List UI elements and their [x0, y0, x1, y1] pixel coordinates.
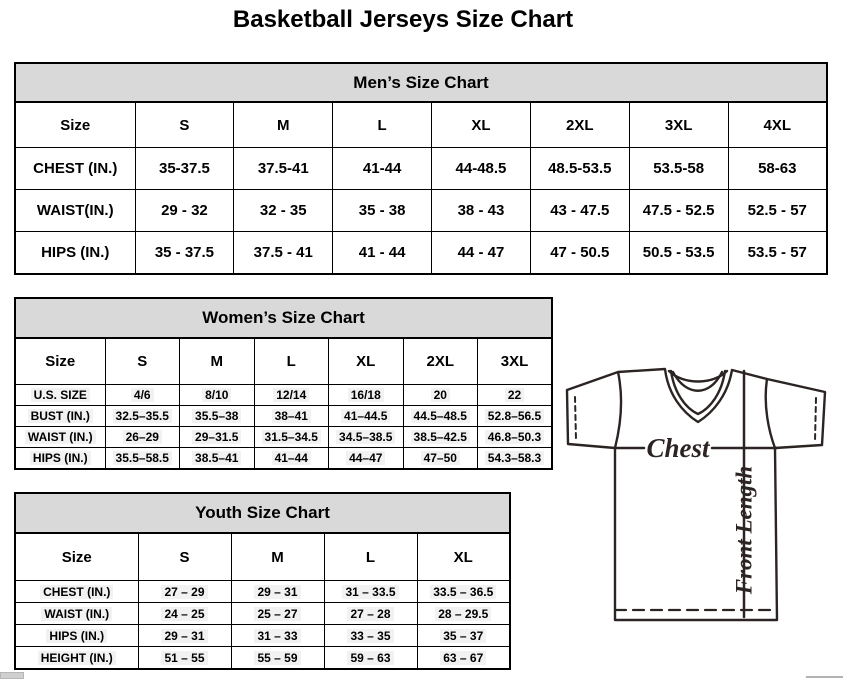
table-cell	[478, 406, 553, 427]
cell-text: HEIGHT (IN.)	[38, 651, 116, 665]
cell-text: 31 – 33.5	[342, 585, 398, 599]
table-cell: 38 - 43	[432, 190, 531, 232]
womens-chart-title: Women’s Size Chart	[15, 298, 552, 338]
cell-text: 31.5–34.5	[262, 430, 321, 444]
cell-text: 47–50	[421, 451, 460, 465]
column-header: 4XL	[728, 102, 827, 148]
table-cell: 47.5 - 52.5	[629, 190, 728, 232]
column-header: M	[180, 338, 255, 385]
table-cell	[478, 385, 553, 406]
table-cell	[403, 406, 478, 427]
row-label	[15, 581, 138, 603]
cell-text: 26–29	[123, 430, 162, 444]
cell-text: 63 – 67	[440, 651, 486, 665]
cell-text: 44.5–48.5	[411, 409, 470, 423]
cell-text: 38.5–42.5	[411, 430, 470, 444]
column-header: XL	[432, 102, 531, 148]
table-cell: 48.5-53.5	[530, 148, 629, 190]
row-label: HIPS (IN.)	[15, 232, 135, 275]
table-row	[15, 102, 827, 148]
table-cell	[254, 385, 329, 406]
table-cell: 41 - 44	[333, 232, 432, 275]
table-row	[15, 298, 552, 338]
table-cell: 32 - 35	[234, 190, 333, 232]
table-cell: 29 - 32	[135, 190, 234, 232]
cell-text: WAIST (IN.)	[41, 607, 112, 621]
cell-text: HIPS (IN.)	[30, 451, 91, 465]
cell-text: 31 – 33	[254, 629, 300, 643]
column-header: L	[324, 533, 417, 581]
womens-size-chart-table	[14, 297, 553, 470]
cell-text: 25 – 27	[254, 607, 300, 621]
table-cell	[324, 647, 417, 670]
table-cell	[138, 625, 231, 647]
table-row	[15, 385, 552, 406]
jersey-size-diagram	[556, 360, 842, 632]
column-header: M	[234, 102, 333, 148]
table-cell	[254, 427, 329, 448]
size-header: Size	[15, 102, 135, 148]
table-row	[15, 148, 827, 190]
row-label	[15, 448, 105, 470]
table-cell	[180, 406, 255, 427]
table-row	[15, 448, 552, 470]
table-cell: 47 - 50.5	[530, 232, 629, 275]
cell-text: WAIST (IN.)	[25, 430, 96, 444]
table-cell: 50.5 - 53.5	[629, 232, 728, 275]
table-cell	[417, 647, 510, 670]
column-header: 3XL	[629, 102, 728, 148]
cell-text: 33.5 – 36.5	[430, 585, 496, 599]
cell-text: 22	[505, 388, 524, 402]
table-cell	[180, 427, 255, 448]
mens-chart-title: Men’s Size Chart	[15, 63, 827, 102]
table-row	[15, 625, 510, 647]
chest-label: Chest	[646, 433, 710, 463]
table-cell: 43 - 47.5	[530, 190, 629, 232]
table-cell: 53.5-58	[629, 148, 728, 190]
cell-text: 32.5–35.5	[113, 409, 172, 423]
table-cell	[417, 581, 510, 603]
cell-text: 33 – 35	[347, 629, 393, 643]
youth-chart-title: Youth Size Chart	[15, 493, 510, 533]
table-cell: 37.5-41	[234, 148, 333, 190]
page-title: Basketball Jerseys Size Chart	[232, 6, 574, 33]
table-row	[15, 647, 510, 670]
table-row	[15, 190, 827, 232]
table-cell	[403, 427, 478, 448]
table-row	[15, 406, 552, 427]
size-header: Size	[15, 533, 138, 581]
table-cell	[324, 581, 417, 603]
table-cell: 37.5 - 41	[234, 232, 333, 275]
cell-text: 12/14	[273, 388, 309, 402]
column-header: 3XL	[478, 338, 553, 385]
table-cell	[417, 625, 510, 647]
table-cell	[329, 385, 404, 406]
cell-text: 4/6	[131, 388, 154, 402]
table-cell	[324, 603, 417, 625]
horizontal-scrollbar-thumb-fragment[interactable]	[0, 672, 24, 679]
table-cell	[105, 385, 180, 406]
column-header: L	[333, 102, 432, 148]
youth-size-chart-table	[14, 492, 511, 670]
table-cell	[403, 448, 478, 470]
cell-text: 16/18	[348, 388, 384, 402]
row-label	[15, 647, 138, 670]
cell-text: 54.3–58.3	[485, 451, 544, 465]
cell-text: 24 – 25	[161, 607, 207, 621]
table-cell	[254, 406, 329, 427]
row-label	[15, 385, 105, 406]
table-cell: 35 - 37.5	[135, 232, 234, 275]
table-row	[15, 63, 827, 102]
jersey-outline	[567, 369, 825, 620]
cell-text: 35.5–38	[192, 409, 241, 423]
cell-text: 41–44	[272, 451, 311, 465]
table-cell	[105, 427, 180, 448]
column-header: M	[231, 533, 324, 581]
cell-text: 29 – 31	[161, 629, 207, 643]
row-label	[15, 406, 105, 427]
cell-text: 35 – 37	[440, 629, 486, 643]
cell-text: CHEST (IN.)	[40, 585, 113, 599]
cell-text: 41–44.5	[341, 409, 390, 423]
table-cell	[105, 406, 180, 427]
row-label: CHEST (IN.)	[15, 148, 135, 190]
column-header: XL	[417, 533, 510, 581]
cell-text: 28 – 29.5	[435, 607, 491, 621]
table-cell: 52.5 - 57	[728, 190, 827, 232]
column-header: S	[138, 533, 231, 581]
table-cell	[329, 406, 404, 427]
table-cell	[231, 581, 324, 603]
table-cell	[180, 448, 255, 470]
cell-text: BUST (IN.)	[28, 409, 93, 423]
table-row	[15, 232, 827, 275]
table-row	[15, 427, 552, 448]
table-cell	[417, 603, 510, 625]
table-row	[15, 581, 510, 603]
table-row	[15, 493, 510, 533]
table-cell	[324, 625, 417, 647]
cell-text: 44–47	[346, 451, 385, 465]
cell-text: 29 – 31	[254, 585, 300, 599]
table-cell: 44-48.5	[432, 148, 531, 190]
table-cell: 58-63	[728, 148, 827, 190]
table-row	[15, 338, 552, 385]
column-header: S	[135, 102, 234, 148]
table-row	[15, 603, 510, 625]
cell-text: U.S. SIZE	[31, 388, 90, 402]
table-cell	[403, 385, 478, 406]
cell-text: 46.8–50.3	[485, 430, 544, 444]
cell-text: 35.5–58.5	[113, 451, 172, 465]
cell-text: 34.5–38.5	[336, 430, 395, 444]
table-cell	[231, 647, 324, 670]
column-header: 2XL	[530, 102, 629, 148]
column-header: S	[105, 338, 180, 385]
cell-text: 51 – 55	[161, 651, 207, 665]
table-cell	[231, 603, 324, 625]
column-header: 2XL	[403, 338, 478, 385]
cell-text: 27 – 29	[161, 585, 207, 599]
cell-text: 59 – 63	[347, 651, 393, 665]
table-cell: 35 - 38	[333, 190, 432, 232]
table-cell	[478, 448, 553, 470]
row-label: WAIST(IN.)	[15, 190, 135, 232]
cell-text: 38–41	[272, 409, 311, 423]
table-cell	[254, 448, 329, 470]
table-cell	[231, 625, 324, 647]
cell-text: HIPS (IN.)	[46, 629, 107, 643]
front-length-label: Front Length	[731, 465, 757, 595]
cell-text: 55 – 59	[254, 651, 300, 665]
column-header: L	[254, 338, 329, 385]
cell-text: 38.5–41	[192, 451, 241, 465]
table-cell	[138, 603, 231, 625]
table-cell	[329, 448, 404, 470]
table-cell: 53.5 - 57	[728, 232, 827, 275]
mens-size-chart-table	[14, 62, 828, 275]
horizontal-scrollbar-track-fragment	[806, 676, 843, 678]
table-cell: 35-37.5	[135, 148, 234, 190]
cell-text: 27 – 28	[347, 607, 393, 621]
cell-text: 29–31.5	[192, 430, 241, 444]
row-label	[15, 427, 105, 448]
cell-text: 52.8–56.5	[485, 409, 544, 423]
cell-text: 20	[431, 388, 450, 402]
table-row	[15, 533, 510, 581]
table-cell	[180, 385, 255, 406]
table-cell	[478, 427, 553, 448]
size-header: Size	[15, 338, 105, 385]
table-cell	[105, 448, 180, 470]
column-header: XL	[329, 338, 404, 385]
table-cell: 44 - 47	[432, 232, 531, 275]
table-cell	[138, 581, 231, 603]
row-label	[15, 625, 138, 647]
row-label	[15, 603, 138, 625]
table-cell	[138, 647, 231, 670]
table-cell: 41-44	[333, 148, 432, 190]
table-cell	[329, 427, 404, 448]
cell-text: 8/10	[202, 388, 231, 402]
